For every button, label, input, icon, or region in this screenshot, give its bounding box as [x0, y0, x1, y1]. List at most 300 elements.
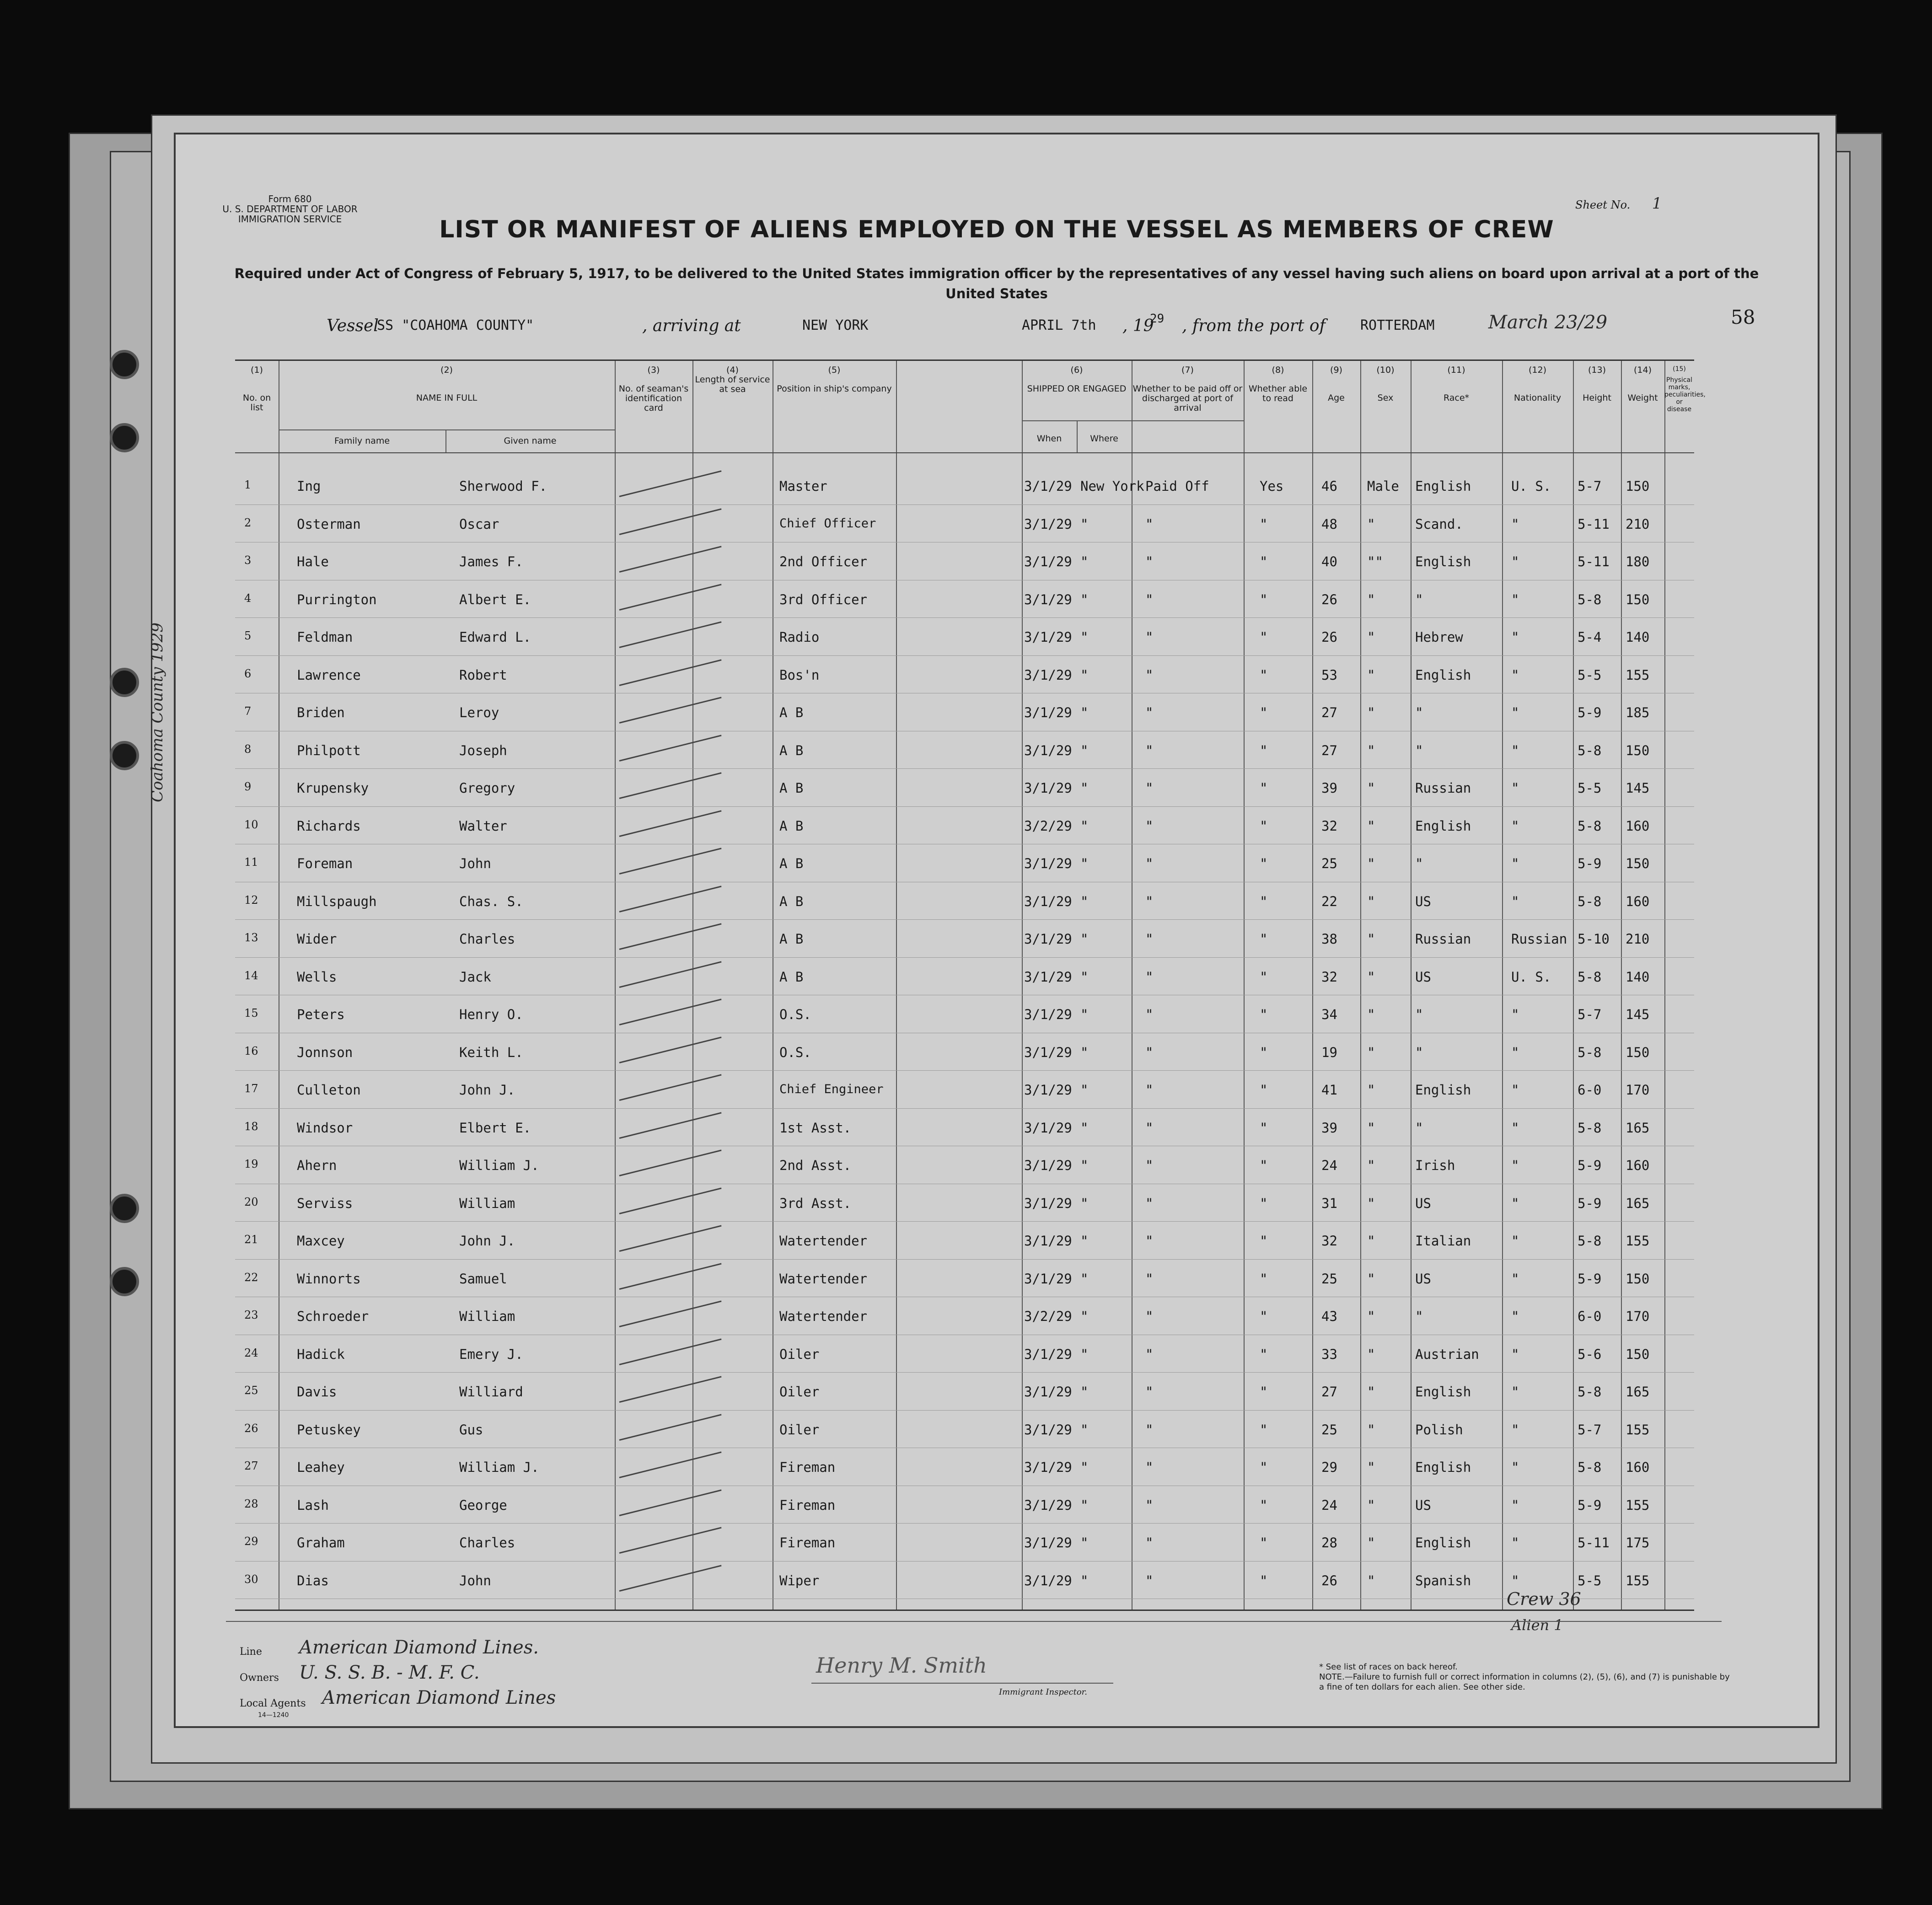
family-name: Graham	[297, 1535, 345, 1551]
nationality: "	[1511, 1120, 1519, 1136]
shipped-when: 3/1/29	[1024, 931, 1072, 947]
family-name: Leahey	[297, 1460, 345, 1475]
age: 43	[1321, 1309, 1337, 1324]
nationality: "	[1511, 1497, 1519, 1513]
shipped-when: 3/1/29	[1024, 1233, 1072, 1249]
family-name: Lash	[297, 1497, 329, 1513]
given-name: Gus	[459, 1422, 483, 1438]
header-subrule	[1022, 420, 1244, 421]
header-family-name: Family name	[334, 436, 390, 446]
row-number: 14	[244, 969, 258, 982]
agents-label: Local Agents	[240, 1698, 306, 1709]
age: 26	[1321, 591, 1337, 607]
weight: 160	[1626, 893, 1650, 909]
row-number: 27	[244, 1460, 258, 1472]
age: 32	[1321, 1233, 1337, 1249]
nationality: "	[1511, 1460, 1519, 1475]
shipped-when: 3/1/29	[1024, 1572, 1072, 1588]
id-card-check-mark	[619, 1338, 722, 1365]
row-rule	[235, 1108, 1694, 1109]
header-nationality: (12) Nationality	[1513, 365, 1562, 403]
height: 5-9	[1578, 1497, 1602, 1513]
race: English	[1415, 554, 1471, 569]
table-row	[235, 1186, 1694, 1223]
crew-total: Crew 36	[1507, 1589, 1581, 1609]
paid-off: "	[1145, 554, 1154, 569]
weight: 150	[1626, 591, 1650, 607]
id-card-check-mark	[619, 1263, 722, 1290]
row-rule	[235, 655, 1694, 656]
family-name: Hadick	[297, 1346, 345, 1362]
id-card-check-mark	[619, 1489, 722, 1516]
age: 39	[1321, 1120, 1337, 1136]
height: 5-5	[1578, 667, 1602, 683]
nationality: "	[1511, 1195, 1519, 1211]
shipped-where: "	[1080, 1082, 1089, 1098]
height: 5-8	[1578, 1233, 1602, 1249]
binder-hole	[110, 741, 139, 770]
weight: 160	[1626, 1460, 1650, 1475]
age: 38	[1321, 931, 1337, 947]
able-to-read: "	[1260, 1535, 1268, 1551]
header-weight: (14) Weight	[1627, 365, 1658, 403]
position: Watertender	[779, 1309, 868, 1324]
given-name: Charles	[459, 931, 515, 947]
paid-off: "	[1145, 1233, 1154, 1249]
height: 5-7	[1578, 1007, 1602, 1022]
paid-off: "	[1145, 742, 1154, 758]
sheet-number-value: 1	[1652, 194, 1662, 213]
weight: 145	[1626, 1007, 1650, 1022]
header-subrule	[279, 429, 615, 430]
header-shipped: (6) SHIPPED OR ENGAGED	[1027, 365, 1127, 394]
sex: "	[1367, 1460, 1375, 1475]
given-name: John	[459, 1572, 491, 1588]
row-number: 3	[244, 554, 252, 567]
height: 5-9	[1578, 1158, 1602, 1173]
margin-note: Coahoma County 1929	[148, 622, 166, 802]
table-row	[235, 1223, 1694, 1261]
service-name: IMMIGRATION SERVICE	[238, 214, 342, 225]
shipped-when: 3/1/29	[1024, 856, 1072, 871]
nationality: "	[1511, 1271, 1519, 1287]
shipped-when: 3/1/29	[1024, 1535, 1072, 1551]
paid-off: "	[1145, 1497, 1154, 1513]
given-name: Jack	[459, 969, 491, 985]
sex: "	[1367, 1082, 1375, 1098]
height: 5-8	[1578, 818, 1602, 834]
family-name: Hale	[297, 554, 329, 569]
weight: 155	[1626, 1422, 1650, 1438]
weight: 165	[1626, 1384, 1650, 1400]
weight: 155	[1626, 1233, 1650, 1249]
given-name: Joseph	[459, 742, 507, 758]
shipped-where: "	[1080, 1195, 1089, 1211]
shipped-when: 3/1/29	[1024, 554, 1072, 569]
age: 26	[1321, 629, 1337, 645]
able-to-read: "	[1260, 1271, 1268, 1287]
given-name: Chas. S.	[459, 893, 523, 909]
family-name: Wider	[297, 931, 337, 947]
page-title: LIST OR MANIFEST OF ALIENS EMPLOYED ON THE VESSEL AS MEMBERS OF CREW	[439, 216, 1554, 243]
paid-off: "	[1145, 629, 1154, 645]
row-rule	[235, 1410, 1694, 1411]
sex: "	[1367, 1497, 1375, 1513]
id-card-check-mark	[619, 772, 722, 799]
table-row	[235, 1374, 1694, 1412]
row-number: 15	[244, 1007, 258, 1020]
vessel-label: Vessel	[327, 317, 379, 335]
position: Fireman	[779, 1535, 836, 1551]
owners-label: Owners	[240, 1672, 279, 1684]
form-code: 14—1240	[258, 1712, 289, 1719]
header-given-name: Given name	[504, 436, 557, 446]
id-card-check-mark	[619, 546, 722, 573]
age: 32	[1321, 969, 1337, 985]
table-row	[235, 1035, 1694, 1073]
table-row	[235, 657, 1694, 695]
weight: 160	[1626, 1158, 1650, 1173]
able-to-read: "	[1260, 969, 1268, 985]
given-name: Walter	[459, 818, 507, 834]
given-name: Keith L.	[459, 1044, 523, 1060]
height: 5-5	[1578, 1572, 1602, 1588]
shipped-where: "	[1080, 856, 1089, 871]
shipped-when: 3/1/29	[1024, 591, 1072, 607]
able-to-read: "	[1260, 591, 1268, 607]
age: 39	[1321, 780, 1337, 796]
shipped-when: 3/1/29	[1024, 1007, 1072, 1022]
row-number: 4	[244, 591, 252, 605]
race: Hebrew	[1415, 629, 1463, 645]
race: Polish	[1415, 1422, 1463, 1438]
able-to-read: "	[1260, 516, 1268, 532]
sex: "	[1367, 1044, 1375, 1060]
able-to-read: "	[1260, 931, 1268, 947]
row-number: 16	[244, 1044, 258, 1057]
nationality: "	[1511, 1233, 1519, 1249]
sex: "	[1367, 893, 1375, 909]
position: Bos'n	[779, 667, 820, 683]
row-number: 19	[244, 1158, 258, 1170]
given-name: William J.	[459, 1158, 539, 1173]
able-to-read: "	[1260, 1572, 1268, 1588]
able-to-read: "	[1260, 856, 1268, 871]
age: 28	[1321, 1535, 1337, 1551]
position: O.S.	[779, 1044, 811, 1060]
nationality: "	[1511, 780, 1519, 796]
shipped-when: 3/1/29	[1024, 667, 1072, 683]
family-name: Philpott	[297, 742, 361, 758]
header-when: When	[1036, 434, 1062, 444]
family-name: Winnorts	[297, 1271, 361, 1287]
age: 31	[1321, 1195, 1337, 1211]
position: A B	[779, 969, 804, 985]
id-card-check-mark	[619, 1300, 722, 1327]
row-rule	[235, 1523, 1694, 1524]
race: "	[1415, 1044, 1423, 1060]
sex: "	[1367, 1233, 1375, 1249]
age: 25	[1321, 1422, 1337, 1438]
able-to-read: "	[1260, 1309, 1268, 1324]
row-number: 12	[244, 893, 258, 907]
race: English	[1415, 478, 1471, 494]
position: Wiper	[779, 1572, 820, 1588]
race: US	[1415, 893, 1431, 909]
family-name: Wells	[297, 969, 337, 985]
arrival-date: APRIL 7th	[1022, 317, 1096, 333]
given-name: Sherwood F.	[459, 478, 547, 494]
race: Spanish	[1415, 1572, 1471, 1588]
able-to-read: "	[1260, 1158, 1268, 1173]
paid-off: "	[1145, 893, 1154, 909]
id-card-check-mark	[619, 659, 722, 686]
height: 5-7	[1578, 478, 1602, 494]
row-number: 8	[244, 742, 252, 756]
page-number: 58	[1731, 306, 1755, 328]
sex: "	[1367, 516, 1375, 532]
family-name: Ahern	[297, 1158, 337, 1173]
crew-table	[235, 360, 1706, 1611]
position: A B	[779, 780, 804, 796]
weight: 150	[1626, 1346, 1650, 1362]
weight: 155	[1626, 1572, 1650, 1588]
paid-off: "	[1145, 1082, 1154, 1098]
departure-port: ROTTERDAM	[1360, 317, 1435, 333]
family-name: Lawrence	[297, 667, 361, 683]
paid-off: "	[1145, 931, 1154, 947]
height: 5-11	[1578, 1535, 1610, 1551]
race: Russian	[1415, 780, 1471, 796]
sex: ""	[1367, 554, 1383, 569]
table-row	[235, 1449, 1694, 1487]
position: Watertender	[779, 1271, 868, 1287]
race: English	[1415, 1082, 1471, 1098]
position: Fireman	[779, 1497, 836, 1513]
race: "	[1415, 1120, 1423, 1136]
race: US	[1415, 1497, 1431, 1513]
weight: 150	[1626, 856, 1650, 871]
id-card-check-mark	[619, 1565, 722, 1592]
year-prefix: , 19	[1122, 317, 1154, 335]
row-rule	[235, 617, 1694, 618]
family-name: Purrington	[297, 591, 377, 607]
table-row	[235, 733, 1694, 771]
row-number: 7	[244, 705, 252, 718]
weight: 180	[1626, 554, 1650, 569]
weight: 155	[1626, 1497, 1650, 1513]
able-to-read: "	[1260, 1120, 1268, 1136]
shipped-when: 3/1/29	[1024, 1384, 1072, 1400]
race: Russian	[1415, 931, 1471, 947]
height: 5-10	[1578, 931, 1610, 947]
paid-off: "	[1145, 1422, 1154, 1438]
page-subtitle: Required under Act of Congress of February 5, 1917, to be delivered to the United States immigration officer by the representatives of any vessel having such aliens on board upon arrival at a port of the United States	[234, 266, 1759, 301]
sheet-number	[1575, 194, 1694, 213]
row-number: 17	[244, 1082, 258, 1095]
age: 46	[1321, 478, 1337, 494]
id-card-check-mark	[619, 1225, 722, 1252]
paid-off: "	[1145, 1044, 1154, 1060]
shipped-when: 3/1/29	[1024, 969, 1072, 985]
owners-value: U. S. S. B. - M. F. C.	[299, 1662, 480, 1683]
able-to-read: Yes	[1260, 478, 1284, 494]
id-card-check-mark	[619, 1414, 722, 1441]
nationality: "	[1511, 1535, 1519, 1551]
position: Chief Officer	[779, 516, 876, 531]
row-number: 18	[244, 1120, 258, 1133]
weight: 150	[1626, 1044, 1650, 1060]
family-name: Jonnson	[297, 1044, 353, 1060]
age: 34	[1321, 1007, 1337, 1022]
weight: 175	[1626, 1535, 1650, 1551]
able-to-read: "	[1260, 1497, 1268, 1513]
shipped-when: 3/1/29	[1024, 1195, 1072, 1211]
age: 48	[1321, 516, 1337, 532]
arrival-year: 29	[1150, 312, 1165, 326]
nationality: "	[1511, 591, 1519, 607]
nationality: "	[1511, 1346, 1519, 1362]
height: 6-0	[1578, 1082, 1602, 1098]
age: 26	[1321, 1572, 1337, 1588]
age: 22	[1321, 893, 1337, 909]
nationality: "	[1511, 893, 1519, 909]
able-to-read: "	[1260, 667, 1268, 683]
shipped-where: "	[1080, 1309, 1089, 1324]
table-row	[235, 959, 1694, 997]
shipped-when: 3/1/29	[1024, 1422, 1072, 1438]
sex: "	[1367, 931, 1375, 947]
id-card-check-mark	[619, 848, 722, 875]
shipped-when: 3/1/29	[1024, 780, 1072, 796]
race: US	[1415, 969, 1431, 985]
height: 5-8	[1578, 893, 1602, 909]
row-rule	[235, 1221, 1694, 1222]
shipped-where: "	[1080, 1158, 1089, 1173]
header-position: (5) Position in ship's company	[777, 365, 892, 394]
races-note: * See list of races on back hereof.	[1319, 1662, 1458, 1672]
sex: "	[1367, 1195, 1375, 1211]
family-name: Richards	[297, 818, 361, 834]
sheet-label: Sheet No.	[1575, 199, 1631, 211]
shipped-where: "	[1080, 1233, 1089, 1249]
shipped-when: 3/1/29	[1024, 1044, 1072, 1060]
given-name: William	[459, 1309, 515, 1324]
race: English	[1415, 1460, 1471, 1475]
nationality: "	[1511, 818, 1519, 834]
table-row	[235, 506, 1694, 544]
id-card-check-mark	[619, 885, 722, 912]
shipped-when: 3/1/29	[1024, 1497, 1072, 1513]
nationality: "	[1511, 1422, 1519, 1438]
id-card-check-mark	[619, 810, 722, 837]
table-row	[235, 582, 1694, 620]
shipped-where: "	[1080, 591, 1089, 607]
age: 33	[1321, 1346, 1337, 1362]
binder-hole	[110, 1194, 139, 1223]
position: Fireman	[779, 1460, 836, 1475]
table-row	[235, 619, 1694, 657]
shipped-where: "	[1080, 1346, 1089, 1362]
given-name: Robert	[459, 667, 507, 683]
id-card-check-mark	[619, 998, 722, 1025]
height: 5-5	[1578, 780, 1602, 796]
id-card-check-mark	[619, 735, 722, 762]
weight: 140	[1626, 969, 1650, 985]
header-id-card: (3) No. of seaman's identification card	[618, 365, 689, 413]
table-row	[235, 846, 1694, 884]
shipped-where: "	[1080, 1120, 1089, 1136]
weight: 170	[1626, 1309, 1650, 1324]
given-name: William	[459, 1195, 515, 1211]
shipped-where: "	[1080, 554, 1089, 569]
sex: "	[1367, 1271, 1375, 1287]
given-name: John J.	[459, 1082, 515, 1098]
able-to-read: "	[1260, 1195, 1268, 1211]
alien-total: Alien 1	[1511, 1616, 1563, 1634]
row-rule	[235, 504, 1694, 505]
able-to-read: "	[1260, 780, 1268, 796]
header-paid-off: (7) Whether to be paid off or discharged at port of arrival	[1132, 365, 1243, 413]
shipped-when: 3/1/29	[1024, 1158, 1072, 1173]
paid-off: "	[1145, 1309, 1154, 1324]
binder-hole	[110, 1267, 139, 1296]
paid-off: "	[1145, 1384, 1154, 1400]
sex: "	[1367, 705, 1375, 720]
given-name: Charles	[459, 1535, 515, 1551]
height: 5-8	[1578, 1044, 1602, 1060]
given-name: Leroy	[459, 705, 499, 720]
race: Scand.	[1415, 516, 1463, 532]
given-name: Albert E.	[459, 591, 531, 607]
sex: "	[1367, 1007, 1375, 1022]
shipped-when: 3/1/29	[1024, 1346, 1072, 1362]
id-card-check-mark	[619, 470, 722, 497]
weight: 165	[1626, 1195, 1650, 1211]
weight: 150	[1626, 478, 1650, 494]
position: A B	[779, 931, 804, 947]
shipped-where: "	[1080, 705, 1089, 720]
department-name: U. S. DEPARTMENT OF LABOR	[222, 204, 358, 215]
row-rule	[235, 1561, 1694, 1562]
shipped-where: "	[1080, 1460, 1089, 1475]
age: 25	[1321, 1271, 1337, 1287]
paid-off: Paid Off	[1145, 478, 1209, 494]
table-row	[235, 1110, 1694, 1148]
able-to-read: "	[1260, 1384, 1268, 1400]
arrival-port: NEW YORK	[802, 317, 869, 333]
sex: "	[1367, 1309, 1375, 1324]
position: O.S.	[779, 1007, 811, 1022]
able-to-read: "	[1260, 1460, 1268, 1475]
row-number: 25	[244, 1384, 258, 1397]
position: A B	[779, 705, 804, 720]
sex: "	[1367, 629, 1375, 645]
race: "	[1415, 591, 1423, 607]
row-number: 5	[244, 629, 252, 642]
height: 5-8	[1578, 1384, 1602, 1400]
nationality: "	[1511, 705, 1519, 720]
table-row	[235, 1072, 1694, 1110]
sex: "	[1367, 818, 1375, 834]
id-card-check-mark	[619, 1036, 722, 1063]
height: 6-0	[1578, 1309, 1602, 1324]
able-to-read: "	[1260, 818, 1268, 834]
table-row	[235, 1148, 1694, 1186]
binder-hole	[110, 350, 139, 379]
table-row	[235, 1563, 1694, 1601]
family-name: Millspaugh	[297, 893, 377, 909]
